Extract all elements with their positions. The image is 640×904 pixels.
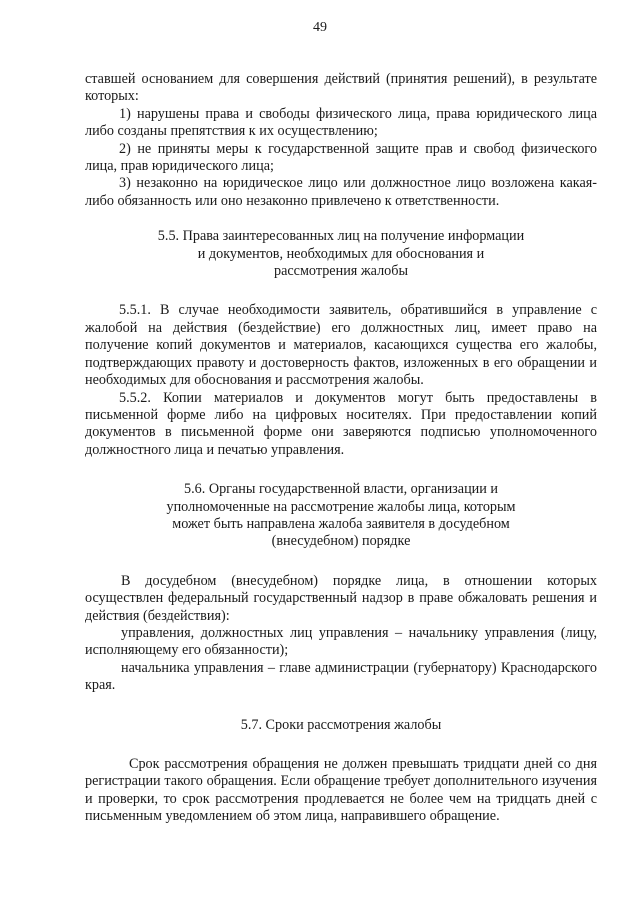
paragraph-5-5-2: 5.5.2. Копии материалов и документов могут быть предоставлены в письменной форме либо на цифровых носителях. При предоставлении копий документов в письменной форме они заверяются подписью уполномоченного должностного лица и печатью управления. [85, 389, 597, 458]
heading-line: рассмотрения жалобы [273, 263, 409, 280]
list-item-2: 2) не приняты меры к государственной защите прав и свобод физического лица, прав юридического лица; [85, 140, 597, 175]
list-item-3: 3) незаконно на юридическое лицо или должностное лицо возложена какая-либо обязанность или оно незаконно привлечено к ответственности. [85, 175, 597, 209]
paragraph: начальника управления – главе администрации (губернатору) Краснодарского края. [85, 659, 597, 694]
paragraph: ставшей основанием для совершения действий (принятия решений), в результате которых: [85, 71, 597, 105]
heading-line: 5.7. Сроки рассмотрения жалобы [240, 716, 442, 733]
heading-line: уполномоченные на рассмотрение жалобы лица, которым [166, 498, 516, 515]
section-heading-5-7 [85, 717, 597, 734]
document-body [85, 71, 597, 826]
section-heading-5-5 [85, 228, 597, 280]
paragraph-5-5-1: 5.5.1. В случае необходимости заявитель, обратившийся в управление с жалобой на действия (бездействие) его должностных лиц, имеет право на получение копий документов и материалов, касающихся существа его жалобы, подтверждающих правоту и достоверность фактов, изложенных в его обращении и необходимых для обоснования и рассмотрения жалобы. [85, 302, 597, 389]
heading-line: 5.5. Права заинтересованных лиц на получение информации [157, 228, 525, 245]
paragraph: В досудебном (внесудебном) порядке лица, в отношении которых осуществлен федеральный государственный надзор в праве обжаловать решения и действия (бездействия): [85, 572, 597, 624]
section-heading-5-6 [85, 481, 597, 551]
heading-line: (внесудебном) порядке [271, 533, 411, 550]
heading-line: может быть направлена жалоба заявителя в досудебном [172, 515, 510, 532]
page-number: 49 [313, 20, 327, 35]
heading-line: и документов, необходимых для обоснования и [197, 245, 485, 262]
paragraph: Срок рассмотрения обращения не должен превышать тридцати дней со дня регистрации такого обращения. Если обращение требует дополнительного изучения и проверки, то срок рассмотрения продлевается не более чем на тридцать дней с письменным уведомлением об этом лица, направившего обращение. [85, 756, 597, 825]
list-item-1: 1) нарушены права и свободы физического лица, права юридического лица либо созданы препятствия к их осуществлению; [85, 105, 597, 140]
paragraph: управления, должностных лиц управления – начальнику управления (лицу, исполняющему его обязанности); [85, 624, 597, 659]
heading-line: 5.6. Органы государственной власти, организации и [184, 481, 498, 498]
